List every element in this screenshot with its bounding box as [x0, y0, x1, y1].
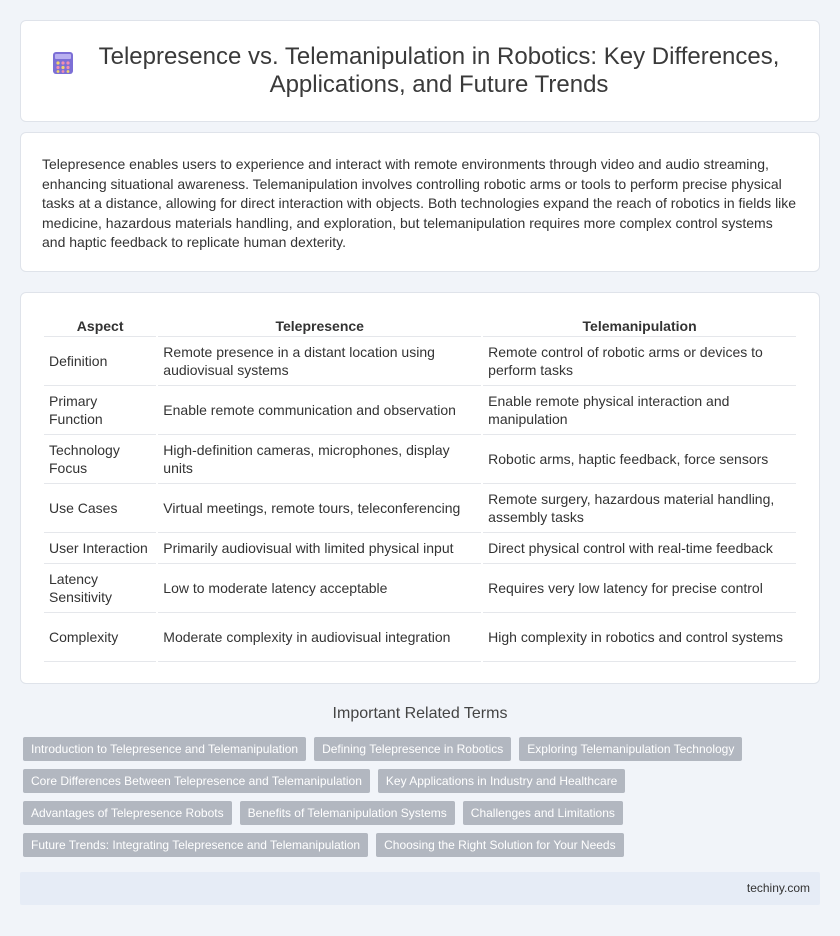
cell-aspect: Technology Focus	[44, 435, 156, 484]
cell-telepresence: Moderate complexity in audiovisual integration	[158, 613, 481, 662]
page-title: Telepresence vs. Telemanipulation in Robotics: Key Differences, Applications, and Future Trends	[98, 43, 780, 98]
related-tag[interactable]: Introduction to Telepresence and Telemanipulation	[23, 737, 306, 761]
related-tag[interactable]: Choosing the Right Solution for Your Needs	[376, 833, 624, 857]
cell-telemanipulation: Robotic arms, haptic feedback, force sensors	[483, 435, 796, 484]
related-tag[interactable]: Future Trends: Integrating Telepresence and Telemanipulation	[23, 833, 368, 857]
related-tag[interactable]: Advantages of Telepresence Robots	[23, 801, 232, 825]
cell-aspect: Complexity	[44, 613, 156, 662]
cell-telepresence: Remote presence in a distant location using audiovisual systems	[158, 337, 481, 386]
table-row	[44, 386, 796, 435]
title-card	[20, 20, 820, 122]
cell-telepresence: Primarily audiovisual with limited physical input	[158, 533, 481, 564]
table-row	[44, 337, 796, 386]
cell-aspect: Definition	[44, 337, 156, 386]
title-wrap	[51, 43, 789, 99]
intro-paragraph: Telepresence enables users to experience and interact with remote environments through video and audio streaming, enhancing situational awareness. Telemanipulation involves controlling robotic arms or tools to perform precise physical tasks at a distance, allowing for direct interaction with objects. Both technologies expand the reach of robotics in fields like medicine, hazardous materials handling, and exploration, but telemanipulation requires more complex control systems and haptic feedback to replicate human dexterity.	[42, 156, 797, 250]
cell-telemanipulation: Enable remote physical interaction and manipulation	[483, 386, 796, 435]
cell-telepresence: High-definition cameras, microphones, display units	[158, 435, 481, 484]
comparison-card	[20, 292, 820, 684]
header-telemanipulation: Telemanipulation	[483, 313, 796, 337]
related-tag[interactable]: Benefits of Telemanipulation Systems	[240, 801, 455, 825]
related-tag[interactable]: Defining Telepresence in Robotics	[314, 737, 511, 761]
table-row	[44, 564, 796, 613]
calculator-grid-icon	[51, 51, 75, 75]
table-header-row	[44, 313, 796, 337]
header-aspect: Aspect	[44, 313, 156, 337]
cell-telemanipulation: Direct physical control with real-time feedback	[483, 533, 796, 564]
cell-telemanipulation: Remote surgery, hazardous material handling, assembly tasks	[483, 484, 796, 533]
cell-telepresence: Virtual meetings, remote tours, teleconferencing	[158, 484, 481, 533]
related-terms-title: Important Related Terms	[332, 705, 508, 722]
cell-telemanipulation: Remote control of robotic arms or devices to perform tasks	[483, 337, 796, 386]
cell-aspect: Latency Sensitivity	[44, 564, 156, 613]
cell-aspect: Use Cases	[44, 484, 156, 533]
cell-telemanipulation: High complexity in robotics and control systems	[483, 613, 796, 662]
table-row	[44, 435, 796, 484]
related-tag[interactable]: Exploring Telemanipulation Technology	[519, 737, 742, 761]
cell-telepresence: Low to moderate latency acceptable	[158, 564, 481, 613]
cell-telepresence: Enable remote communication and observation	[158, 386, 481, 435]
intro-card	[20, 132, 820, 272]
related-tag[interactable]: Challenges and Limitations	[463, 801, 623, 825]
cell-aspect: User Interaction	[44, 533, 156, 564]
related-tag[interactable]: Key Applications in Industry and Healthcare	[378, 769, 625, 793]
footer-site-link[interactable]: techiny.com	[746, 881, 810, 895]
related-tag[interactable]: Core Differences Between Telepresence and Telemanipulation	[23, 769, 370, 793]
header-telepresence: Telepresence	[158, 313, 481, 337]
table-row	[44, 484, 796, 533]
footer	[20, 872, 820, 905]
table-row	[44, 613, 796, 662]
cell-telemanipulation: Requires very low latency for precise control	[483, 564, 796, 613]
cell-aspect: Primary Function	[44, 386, 156, 435]
table-row	[44, 533, 796, 564]
comparison-table	[42, 313, 798, 662]
related-terms-tags	[23, 737, 823, 857]
